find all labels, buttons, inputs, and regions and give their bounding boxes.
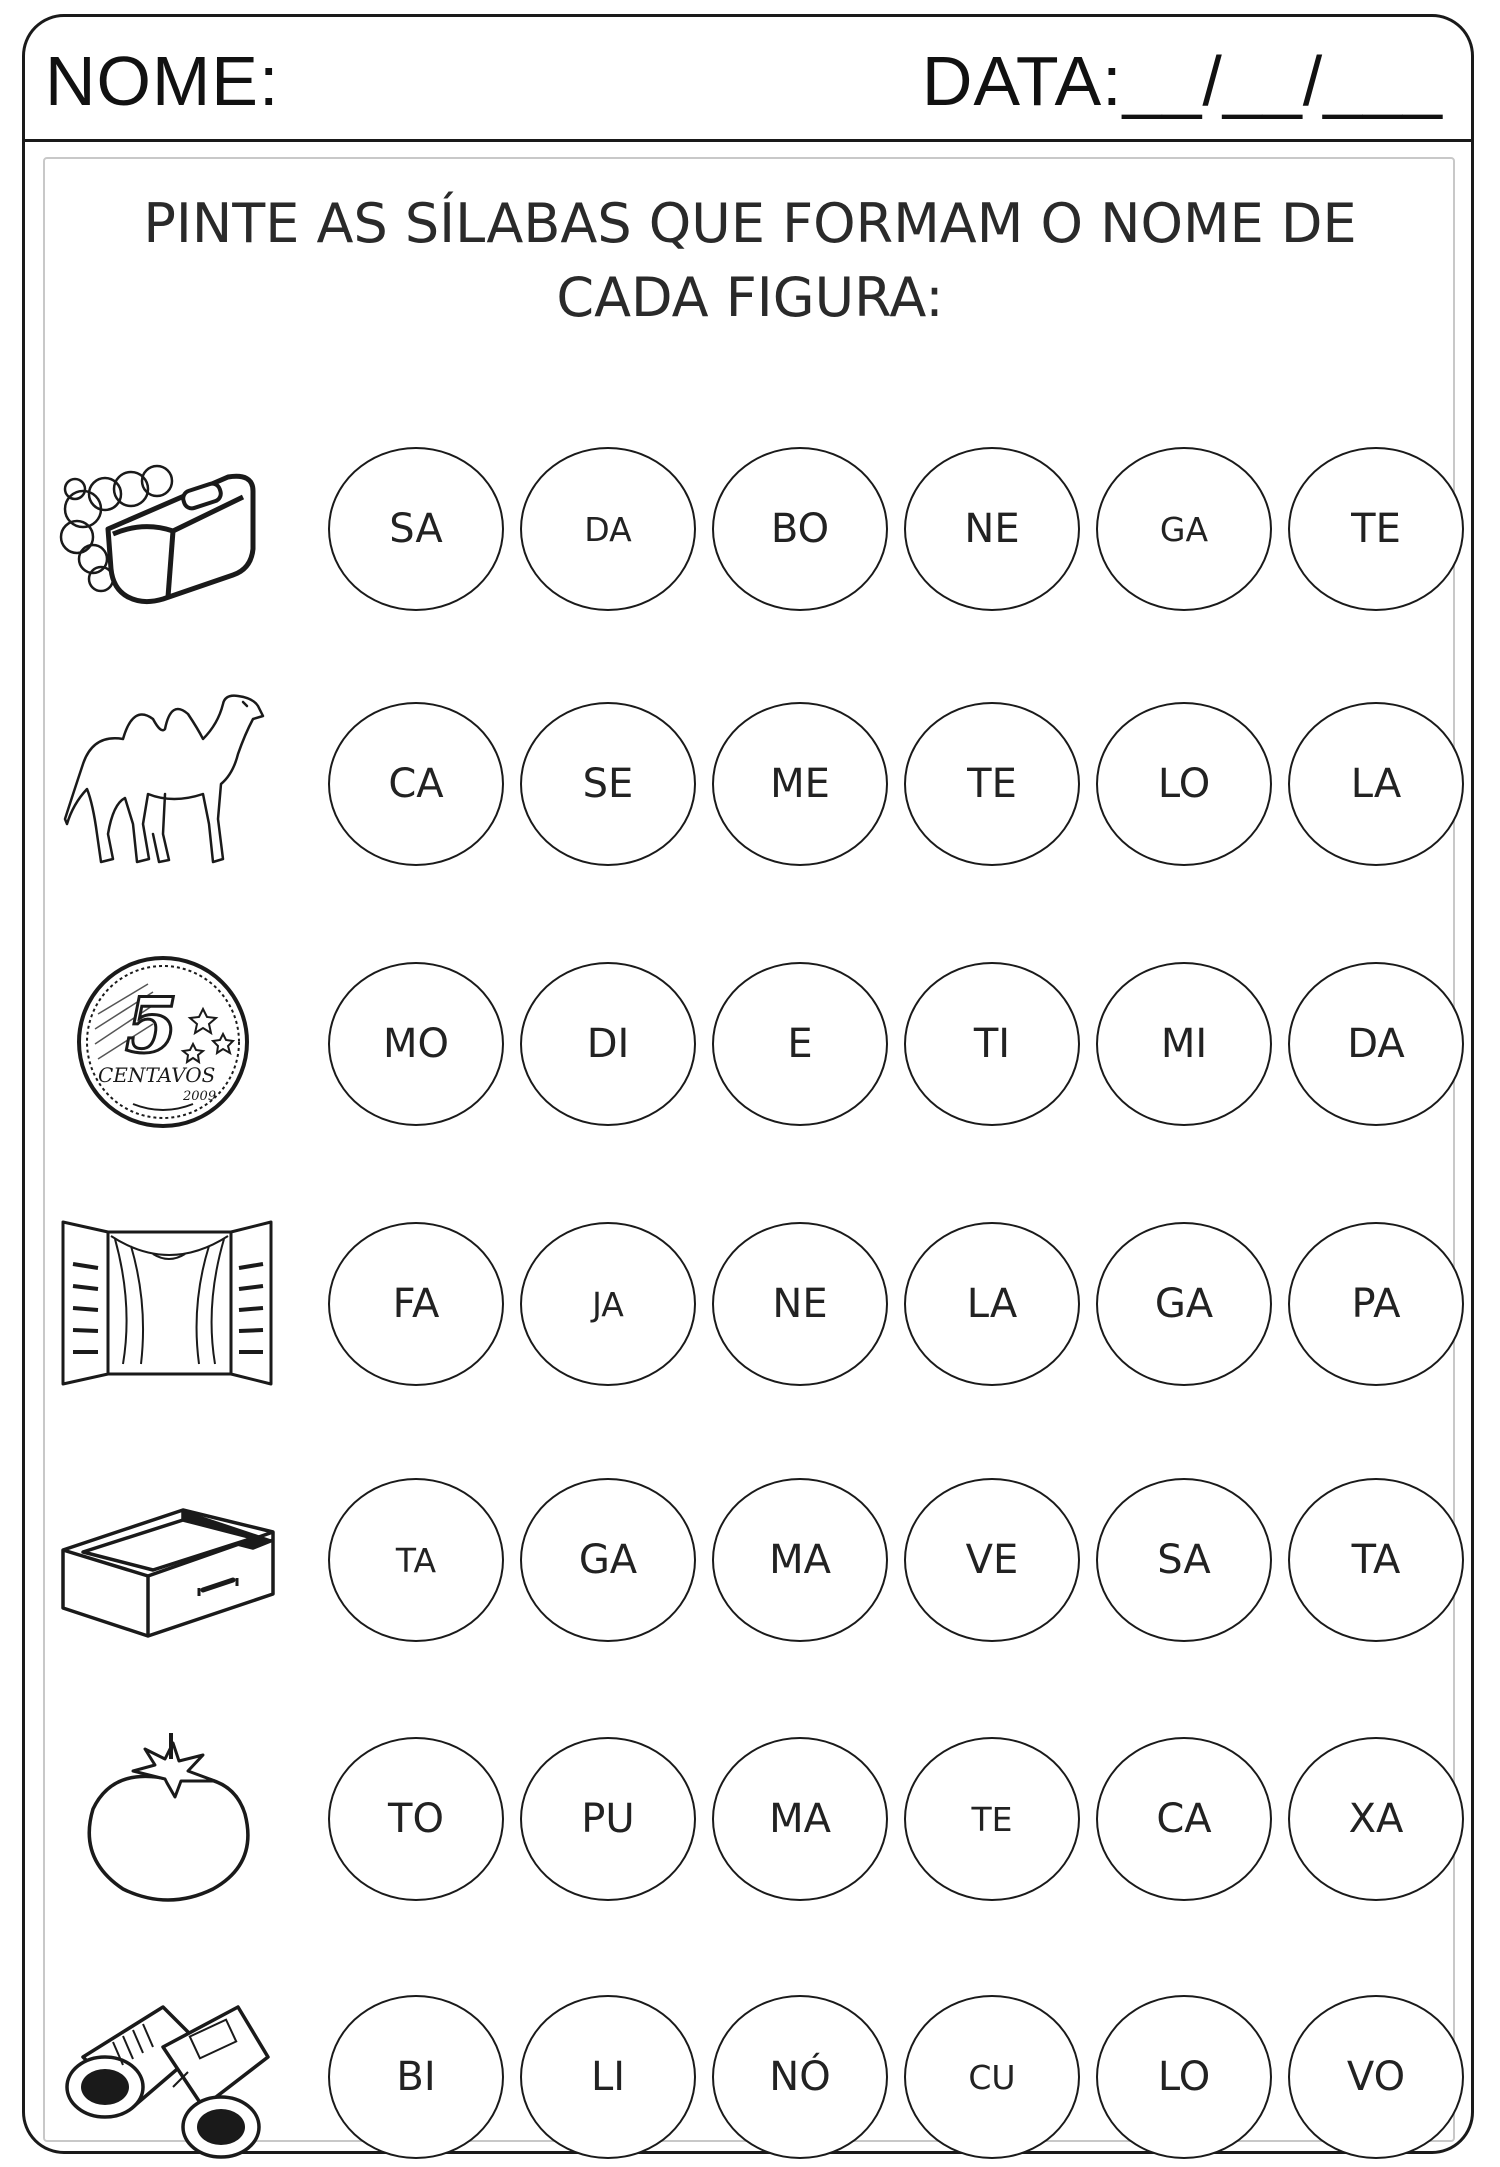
instruction-title bbox=[75, 187, 1425, 335]
syllable-bubble[interactable]: TI bbox=[904, 962, 1080, 1126]
syllable-bubble[interactable]: XA bbox=[1288, 1737, 1464, 1901]
syllable-bubble[interactable]: SA bbox=[328, 447, 504, 611]
syllable-bubble[interactable]: VO bbox=[1288, 1995, 1464, 2159]
syllable-bubble[interactable]: TE bbox=[904, 702, 1080, 866]
exercise-row-6 bbox=[45, 1729, 1457, 1909]
syllable-bubble[interactable]: LO bbox=[1096, 1995, 1272, 2159]
date-label: DATA:__/__/___ bbox=[921, 42, 1443, 120]
syllable-bubble[interactable]: SA bbox=[1096, 1478, 1272, 1642]
syllable-bubble[interactable]: JA bbox=[520, 1222, 696, 1386]
syllable-bubble[interactable]: ME bbox=[712, 702, 888, 866]
syllable-bubble[interactable]: DA bbox=[1288, 962, 1464, 1126]
syllable-bubble[interactable]: E bbox=[712, 962, 888, 1126]
exercise-row-2 bbox=[45, 694, 1457, 874]
coin-word: CENTAVOS bbox=[98, 1063, 216, 1087]
instruction-line-1: PINTE AS SÍLABAS QUE FORMAM O NOME DE bbox=[143, 192, 1357, 255]
drawer-icon bbox=[53, 1470, 283, 1650]
syllable-bubble[interactable]: PA bbox=[1288, 1222, 1464, 1386]
syllable-bubble[interactable]: CU bbox=[904, 1995, 1080, 2159]
syllable-bubble[interactable]: MA bbox=[712, 1737, 888, 1901]
syllable-bubble[interactable]: LO bbox=[1096, 702, 1272, 866]
exercise-panel bbox=[43, 157, 1455, 2142]
syllable-bubble[interactable]: TO bbox=[328, 1737, 504, 1901]
exercise-row-1 bbox=[45, 439, 1457, 619]
instruction-line-2: CADA FIGURA: bbox=[556, 266, 944, 329]
exercise-row-5 bbox=[45, 1470, 1457, 1650]
header-divider bbox=[25, 139, 1471, 142]
exercise-row-4 bbox=[45, 1214, 1457, 1394]
syllable-bubble[interactable]: FA bbox=[328, 1222, 504, 1386]
syllable-bubble[interactable]: MO bbox=[328, 962, 504, 1126]
syllable-bubble[interactable]: LA bbox=[904, 1222, 1080, 1386]
coin-icon bbox=[53, 954, 283, 1134]
syllable-bubble[interactable]: TE bbox=[904, 1737, 1080, 1901]
syllable-bubble[interactable]: TA bbox=[328, 1478, 504, 1642]
syllable-bubble[interactable]: LA bbox=[1288, 702, 1464, 866]
syllable-bubble[interactable]: GA bbox=[520, 1478, 696, 1642]
window-icon bbox=[53, 1214, 283, 1394]
syllable-bubble[interactable]: NE bbox=[904, 447, 1080, 611]
syllable-bubble[interactable]: BO bbox=[712, 447, 888, 611]
syllable-bubble[interactable]: CA bbox=[328, 702, 504, 866]
syllable-bubble[interactable]: GA bbox=[1096, 447, 1272, 611]
syllable-bubble[interactable]: CA bbox=[1096, 1737, 1272, 1901]
binoculars-icon bbox=[53, 1987, 283, 2167]
coin-numeral: 5 bbox=[125, 981, 178, 1070]
syllable-bubble[interactable]: TE bbox=[1288, 447, 1464, 611]
syllable-bubble[interactable]: NÓ bbox=[712, 1995, 888, 2159]
exercise-row-3 bbox=[45, 954, 1457, 1134]
syllable-bubble[interactable]: BI bbox=[328, 1995, 504, 2159]
name-label: NOME: bbox=[45, 42, 280, 120]
syllable-bubble[interactable]: DI bbox=[520, 962, 696, 1126]
syllable-bubble[interactable]: GA bbox=[1096, 1222, 1272, 1386]
exercise-row-7 bbox=[45, 1987, 1457, 2167]
syllable-bubble[interactable]: TA bbox=[1288, 1478, 1464, 1642]
syllable-bubble[interactable]: MI bbox=[1096, 962, 1272, 1126]
syllable-bubble[interactable]: NE bbox=[712, 1222, 888, 1386]
tomato-icon bbox=[53, 1729, 283, 1909]
camel-icon bbox=[53, 694, 283, 874]
syllable-bubble[interactable]: LI bbox=[520, 1995, 696, 2159]
syllable-bubble[interactable]: VE bbox=[904, 1478, 1080, 1642]
coin-year: 2009 bbox=[183, 1089, 217, 1104]
soap-icon bbox=[53, 439, 283, 619]
syllable-bubble[interactable]: DA bbox=[520, 447, 696, 611]
syllable-bubble[interactable]: PU bbox=[520, 1737, 696, 1901]
syllable-bubble[interactable]: MA bbox=[712, 1478, 888, 1642]
syllable-bubble[interactable]: SE bbox=[520, 702, 696, 866]
worksheet bbox=[22, 14, 1474, 2154]
